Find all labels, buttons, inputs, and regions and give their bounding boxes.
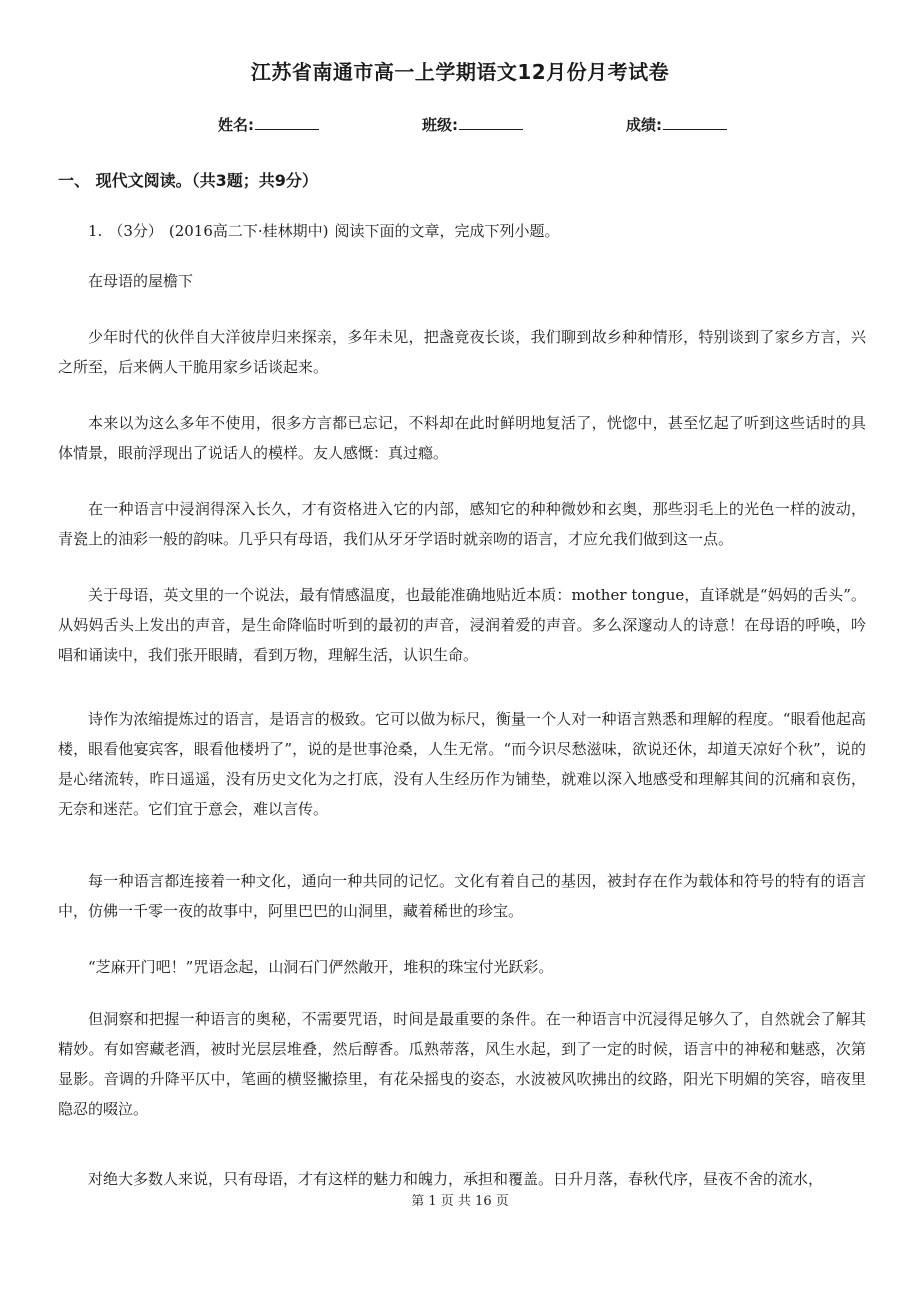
question-source: (2016高二下·桂林期中) [168, 222, 329, 240]
article-paragraph: 本来以为这么多年不使用，很多方言都已忘记，不料却在此时鲜明地复活了，恍惚中，甚至忆起了听到这些话时的具体情景，眼前浮现出了说话人的模样。友人感慨：真过瘾。 [58, 414, 866, 462]
article-paragraph: 关于母语，英文里的一个说法，最有情感温度，也最能准确地贴近本质：mother tongue，直译就是“妈妈的舌头”。从妈妈舌头上发出的声音，是生命降临时听到的最初的声音，浸润着爱的声音。多么深邃动人的诗意！在母语的呼唤，吟唱和诵读中，我们张开眼睛，看到万物，理解生活，认识生命。 [58, 586, 866, 664]
page-title: 江苏省南通市高一上学期语文12月份月考试卷 [250, 60, 670, 84]
article-paragraph: 在一种语言中浸润得深入长久，才有资格进入它的内部，感知它的种种微妙和玄奥，那些羽毛上的光色一样的波动，青瓷上的油彩一般的韵味。几乎只有母语，我们从牙牙学语时就亲吻的语言，才应允我们做到这一点。 [58, 500, 866, 548]
name-blank [255, 114, 319, 130]
article-title: 在母语的屋檐下 [88, 272, 194, 290]
article-paragraph: 对绝大多数人来说，只有母语，才有这样的魅力和魄力，承担和覆盖。日升月落，春秋代序，昼夜不舍的流水， [88, 1170, 824, 1188]
student-info-row [0, 114, 920, 138]
question-number: 1. [88, 222, 103, 240]
page-footer: 第 1 页 共 16 页 [411, 1194, 509, 1209]
question-line [88, 216, 866, 246]
class-label: 班级: [422, 116, 458, 134]
article-paragraph: “芝麻开门吧！”咒语念起，山洞石门俨然敞开，堆积的珠宝付光跃彩。 [88, 958, 554, 976]
class-blank [459, 114, 523, 130]
article-paragraph: 少年时代的伙伴自大洋彼岸归来探亲，多年未见，把盏竟夜长谈，我们聊到故乡种种情形，特别谈到了家乡方言，兴之所至，后来俩人干脆用家乡话谈起来。 [58, 328, 866, 376]
article-paragraph: 每一种语言都连接着一种文化，通向一种共同的记忆。文化有着自己的基因，被封存在作为载体和符号的特有的语言中，仿佛一千零一夜的故事中，阿里巴巴的山洞里，藏着稀世的珍宝。 [58, 872, 866, 920]
article-paragraph: 但洞察和把握一种语言的奥秘，不需要咒语，时间是最重要的条件。在一种语言中沉浸得足够久了，自然就会了解其精妙。有如窖藏老酒，被时光层层堆叠，然后醇香。瓜熟蒂落，风生水起，到了一定的时候，语言中的神秘和魅惑，次第显影。音调的升降平仄中，笔画的横竖撇捺里，有花朵摇曳的姿态，水波被风吹拂出的纹路，阳光下明媚的笑容，暗夜里隐忍的啜泣。 [58, 1010, 866, 1118]
score-field [626, 114, 727, 135]
class-field [422, 114, 523, 135]
question-score: （3分） [108, 222, 163, 240]
score-blank [663, 114, 727, 130]
section-heading: 一、 现代文阅读。（共3题；共9分） [58, 171, 318, 190]
question-instruction: 阅读下面的文章，完成下列小题。 [334, 222, 560, 240]
article-paragraph: 诗作为浓缩提炼过的语言，是语言的极致。它可以做为标尺，衡量一个人对一种语言熟悉和理解的程度。“眼看他起高楼，眼看他宴宾客，眼看他楼坍了”，说的是世事沧桑，人生无常。“而今识尽愁滋味，欲说还休，却道天凉好个秋”，说的是心绪流转，昨日遥遥，没有历史文化为之打底，没有人生经历作为铺垫，就难以深入地感受和理解其间的沉痛和哀伤，无奈和迷茫。它们宜于意会，难以言传。 [58, 710, 866, 818]
name-field [218, 114, 319, 135]
name-label: 姓名: [218, 116, 254, 134]
score-label: 成绩: [626, 116, 662, 134]
